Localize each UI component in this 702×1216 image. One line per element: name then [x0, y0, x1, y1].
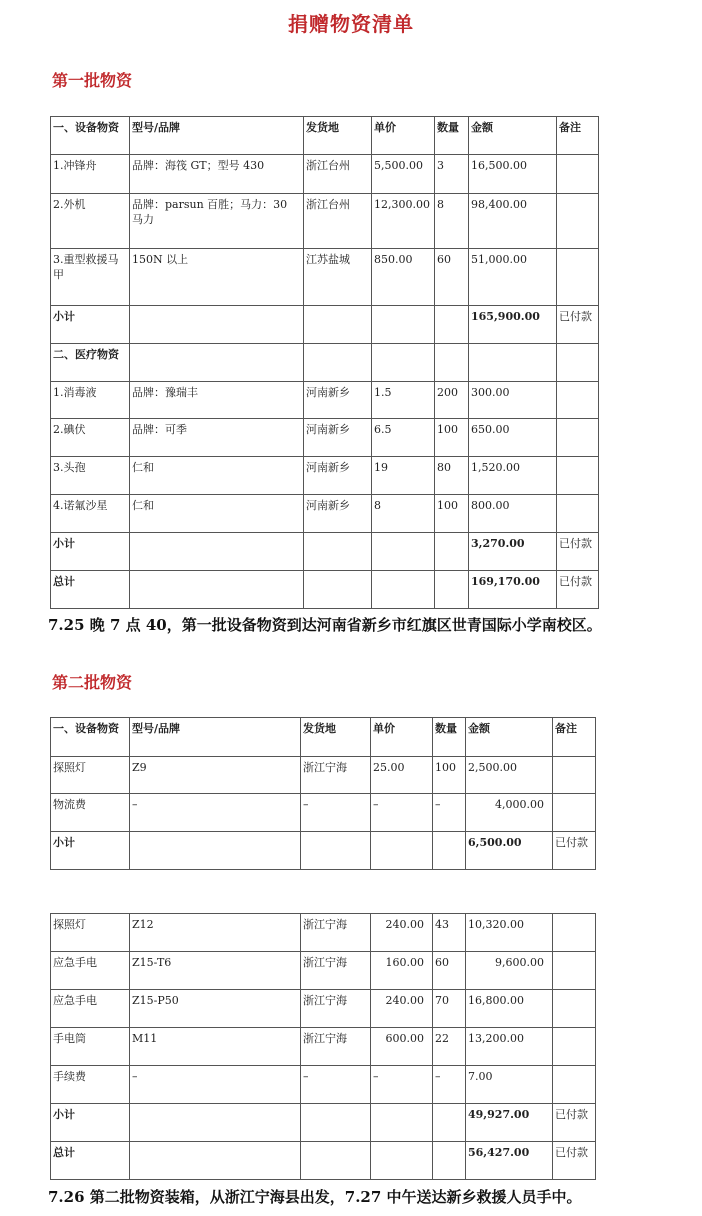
- cell-item: 2.外机: [51, 194, 130, 249]
- batch1-heading: 第一批物资: [52, 71, 133, 90]
- cell-model: 品牌：豫瑞丰: [130, 382, 304, 419]
- cell-amount: 16,800.00: [466, 990, 553, 1028]
- cell-unit-price: 160.00: [371, 952, 433, 990]
- table-row: [51, 794, 596, 832]
- cell-model: [130, 832, 301, 870]
- cell-remark: 已付款: [553, 832, 596, 870]
- cell-model: 仁和: [130, 457, 304, 495]
- cell-model: Z9: [130, 757, 301, 794]
- cell-unit-price: 600.00: [371, 1028, 433, 1066]
- cell-origin: 河南新乡: [304, 382, 372, 419]
- cell-quantity: [435, 533, 469, 571]
- cell-unit-price: [371, 1142, 433, 1180]
- batch1-note: 7.25 晚 7 点 40，第一批设备物资到达河南省新乡市红旗区世青国际小学南校区。: [48, 616, 602, 634]
- cell-origin: [304, 306, 372, 344]
- summary-row: [51, 571, 599, 609]
- cell-model: [130, 1104, 301, 1142]
- cell-remark: [557, 249, 599, 306]
- cell-amount: 56,427.00: [466, 1142, 553, 1180]
- table-row: [51, 495, 599, 533]
- cell-remark: [553, 1066, 596, 1104]
- cell-origin: 河南新乡: [304, 457, 372, 495]
- cell-unit-price: 240.00: [371, 914, 433, 952]
- table-row: [51, 155, 599, 194]
- cell-item: 总计: [51, 1142, 130, 1180]
- cell-remark: [557, 382, 599, 419]
- cell-remark: [553, 952, 596, 990]
- cell-model: –: [130, 1066, 301, 1104]
- cell-remark: [553, 757, 596, 794]
- cell-remark: 已付款: [557, 306, 599, 344]
- summary-row: [51, 1142, 596, 1180]
- cell-unit-price: [371, 832, 433, 870]
- cell-quantity: [435, 344, 469, 382]
- cell-unit-price: [372, 571, 435, 609]
- table-row: [51, 1066, 596, 1104]
- table-row: [51, 382, 599, 419]
- cell-origin: 浙江台州: [304, 155, 372, 194]
- header-cell-item: 一、设备物资: [51, 117, 130, 155]
- cell-item: 小计: [51, 533, 130, 571]
- header-cell-quantity: 数量: [433, 718, 466, 757]
- cell-unit-price: [372, 533, 435, 571]
- summary-row: [51, 533, 599, 571]
- cell-unit-price: –: [371, 1066, 433, 1104]
- cell-amount: 7.00: [466, 1066, 553, 1104]
- cell-item: 2.碘伏: [51, 419, 130, 457]
- summary-row: [51, 832, 596, 870]
- cell-item: 物流费: [51, 794, 130, 832]
- cell-quantity: 22: [433, 1028, 466, 1066]
- cell-amount: 9,600.00: [466, 952, 553, 990]
- cell-unit-price: 850.00: [372, 249, 435, 306]
- summary-row: [51, 306, 599, 344]
- cell-item: 手续费: [51, 1066, 130, 1104]
- cell-item: 1.冲锋舟: [51, 155, 130, 194]
- cell-unit-price: –: [371, 794, 433, 832]
- cell-origin: [304, 344, 372, 382]
- cell-item: 小计: [51, 1104, 130, 1142]
- cell-unit-price: 5,500.00: [372, 155, 435, 194]
- cell-quantity: 100: [435, 419, 469, 457]
- cell-remark: [553, 914, 596, 952]
- table-row: [51, 757, 596, 794]
- cell-remark: [553, 990, 596, 1028]
- cell-unit-price: 240.00: [371, 990, 433, 1028]
- cell-quantity: 100: [433, 757, 466, 794]
- cell-amount: 2,500.00: [466, 757, 553, 794]
- table-header-row: [51, 718, 596, 757]
- cell-unit-price: [371, 1104, 433, 1142]
- cell-model: [130, 1142, 301, 1180]
- cell-model: Z15-T6: [130, 952, 301, 990]
- cell-item: 二、医疗物资: [51, 344, 130, 382]
- cell-model: Z15-P50: [130, 990, 301, 1028]
- header-cell-origin: 发货地: [304, 117, 372, 155]
- cell-remark: [553, 794, 596, 832]
- header-cell-model: 型号/品牌: [130, 718, 301, 757]
- cell-quantity: [433, 832, 466, 870]
- cell-model: Z12: [130, 914, 301, 952]
- cell-unit-price: [372, 306, 435, 344]
- header-cell-item: 一、设备物资: [51, 718, 130, 757]
- header-cell-model: 型号/品牌: [130, 117, 304, 155]
- cell-item: 1.消毒液: [51, 382, 130, 419]
- cell-amount: 650.00: [469, 419, 557, 457]
- cell-item: 应急手电: [51, 990, 130, 1028]
- cell-quantity: 80: [435, 457, 469, 495]
- cell-quantity: [433, 1104, 466, 1142]
- cell-amount: 51,000.00: [469, 249, 557, 306]
- cell-remark: [557, 155, 599, 194]
- cell-item: 总计: [51, 571, 130, 609]
- cell-amount: 169,170.00: [469, 571, 557, 609]
- cell-amount: 800.00: [469, 495, 557, 533]
- cell-amount: 3,270.00: [469, 533, 557, 571]
- table-row: [51, 344, 599, 382]
- cell-origin: 河南新乡: [304, 495, 372, 533]
- batch2-note: 7.26 第二批物资装箱，从浙江宁海县出发，7.27 中午送达新乡救援人员手中。: [48, 1188, 582, 1206]
- cell-model: [130, 306, 304, 344]
- table-row: [51, 249, 599, 306]
- cell-quantity: [435, 306, 469, 344]
- cell-amount: 98,400.00: [469, 194, 557, 249]
- cell-unit-price: 6.5: [372, 419, 435, 457]
- cell-origin: 浙江台州: [304, 194, 372, 249]
- cell-item: 小计: [51, 306, 130, 344]
- cell-origin: 河南新乡: [304, 419, 372, 457]
- header-cell-amount: 金额: [466, 718, 553, 757]
- cell-origin: 浙江宁海: [301, 757, 371, 794]
- cell-quantity: 43: [433, 914, 466, 952]
- cell-amount: 49,927.00: [466, 1104, 553, 1142]
- header-cell-unit-price: 单价: [371, 718, 433, 757]
- cell-item: 4.诺氟沙星: [51, 495, 130, 533]
- cell-unit-price: 19: [372, 457, 435, 495]
- table-row: [51, 990, 596, 1028]
- cell-origin: –: [301, 794, 371, 832]
- cell-model: 仁和: [130, 495, 304, 533]
- cell-quantity: 3: [435, 155, 469, 194]
- cell-origin: [304, 533, 372, 571]
- table-row: [51, 914, 596, 952]
- cell-model: [130, 344, 304, 382]
- batch2-table: [50, 717, 596, 870]
- cell-amount: 10,320.00: [466, 914, 553, 952]
- cell-model: [130, 533, 304, 571]
- cell-unit-price: 8: [372, 495, 435, 533]
- header-cell-amount: 金额: [469, 117, 557, 155]
- header-cell-origin: 发货地: [301, 718, 371, 757]
- cell-origin: 浙江宁海: [301, 952, 371, 990]
- cell-remark: 已付款: [553, 1104, 596, 1142]
- batch2-heading: 第二批物资: [52, 673, 133, 692]
- cell-quantity: 100: [435, 495, 469, 533]
- table-row: [51, 194, 599, 249]
- cell-model: 品牌：parsun 百胜；马力：30 马力: [130, 194, 304, 249]
- cell-origin: [304, 571, 372, 609]
- cell-amount: 300.00: [469, 382, 557, 419]
- cell-model: 品牌：可季: [130, 419, 304, 457]
- cell-unit-price: 1.5: [372, 382, 435, 419]
- batch2-table-continued: [50, 913, 596, 1180]
- cell-origin: –: [301, 1066, 371, 1104]
- header-cell-quantity: 数量: [435, 117, 469, 155]
- table-row: [51, 952, 596, 990]
- header-cell-unit-price: 单价: [372, 117, 435, 155]
- table-row: [51, 457, 599, 495]
- table-row: [51, 1028, 596, 1066]
- cell-amount: 4,000.00: [466, 794, 553, 832]
- cell-origin: 浙江宁海: [301, 1028, 371, 1066]
- cell-remark: [557, 419, 599, 457]
- cell-model: –: [130, 794, 301, 832]
- cell-model: [130, 571, 304, 609]
- cell-model: 品牌：海筏 GT；型号 430: [130, 155, 304, 194]
- cell-model: 150N 以上: [130, 249, 304, 306]
- cell-quantity: 200: [435, 382, 469, 419]
- cell-amount: [469, 344, 557, 382]
- cell-quantity: –: [433, 794, 466, 832]
- cell-origin: 浙江宁海: [301, 990, 371, 1028]
- cell-amount: 6,500.00: [466, 832, 553, 870]
- cell-model: M11: [130, 1028, 301, 1066]
- cell-amount: 13,200.00: [466, 1028, 553, 1066]
- cell-remark: [557, 457, 599, 495]
- cell-unit-price: [372, 344, 435, 382]
- header-cell-remark: 备注: [553, 718, 596, 757]
- cell-origin: [301, 1104, 371, 1142]
- table-row: [51, 419, 599, 457]
- cell-remark: 已付款: [553, 1142, 596, 1180]
- cell-remark: 已付款: [557, 533, 599, 571]
- cell-quantity: 60: [435, 249, 469, 306]
- cell-origin: 浙江宁海: [301, 914, 371, 952]
- cell-remark: [557, 194, 599, 249]
- cell-origin: 江苏盐城: [304, 249, 372, 306]
- page-title: 捐赠物资清单: [288, 12, 414, 36]
- summary-row: [51, 1104, 596, 1142]
- cell-item: 应急手电: [51, 952, 130, 990]
- cell-item: 手电筒: [51, 1028, 130, 1066]
- cell-amount: 16,500.00: [469, 155, 557, 194]
- cell-unit-price: 12,300.00: [372, 194, 435, 249]
- cell-item: 3.头孢: [51, 457, 130, 495]
- cell-quantity: 60: [433, 952, 466, 990]
- cell-remark: [557, 344, 599, 382]
- cell-item: 探照灯: [51, 914, 130, 952]
- cell-item: 小计: [51, 832, 130, 870]
- cell-remark: [557, 495, 599, 533]
- cell-quantity: 8: [435, 194, 469, 249]
- cell-origin: [301, 1142, 371, 1180]
- cell-item: 探照灯: [51, 757, 130, 794]
- cell-quantity: [435, 571, 469, 609]
- cell-origin: [301, 832, 371, 870]
- cell-quantity: [433, 1142, 466, 1180]
- batch1-table: [50, 116, 599, 609]
- cell-amount: 1,520.00: [469, 457, 557, 495]
- cell-quantity: –: [433, 1066, 466, 1104]
- header-cell-remark: 备注: [557, 117, 599, 155]
- cell-item: 3.重型救援马甲: [51, 249, 130, 306]
- cell-amount: 165,900.00: [469, 306, 557, 344]
- table-header-row: [51, 117, 599, 155]
- cell-remark: 已付款: [557, 571, 599, 609]
- cell-quantity: 70: [433, 990, 466, 1028]
- cell-unit-price: 25.00: [371, 757, 433, 794]
- cell-remark: [553, 1028, 596, 1066]
